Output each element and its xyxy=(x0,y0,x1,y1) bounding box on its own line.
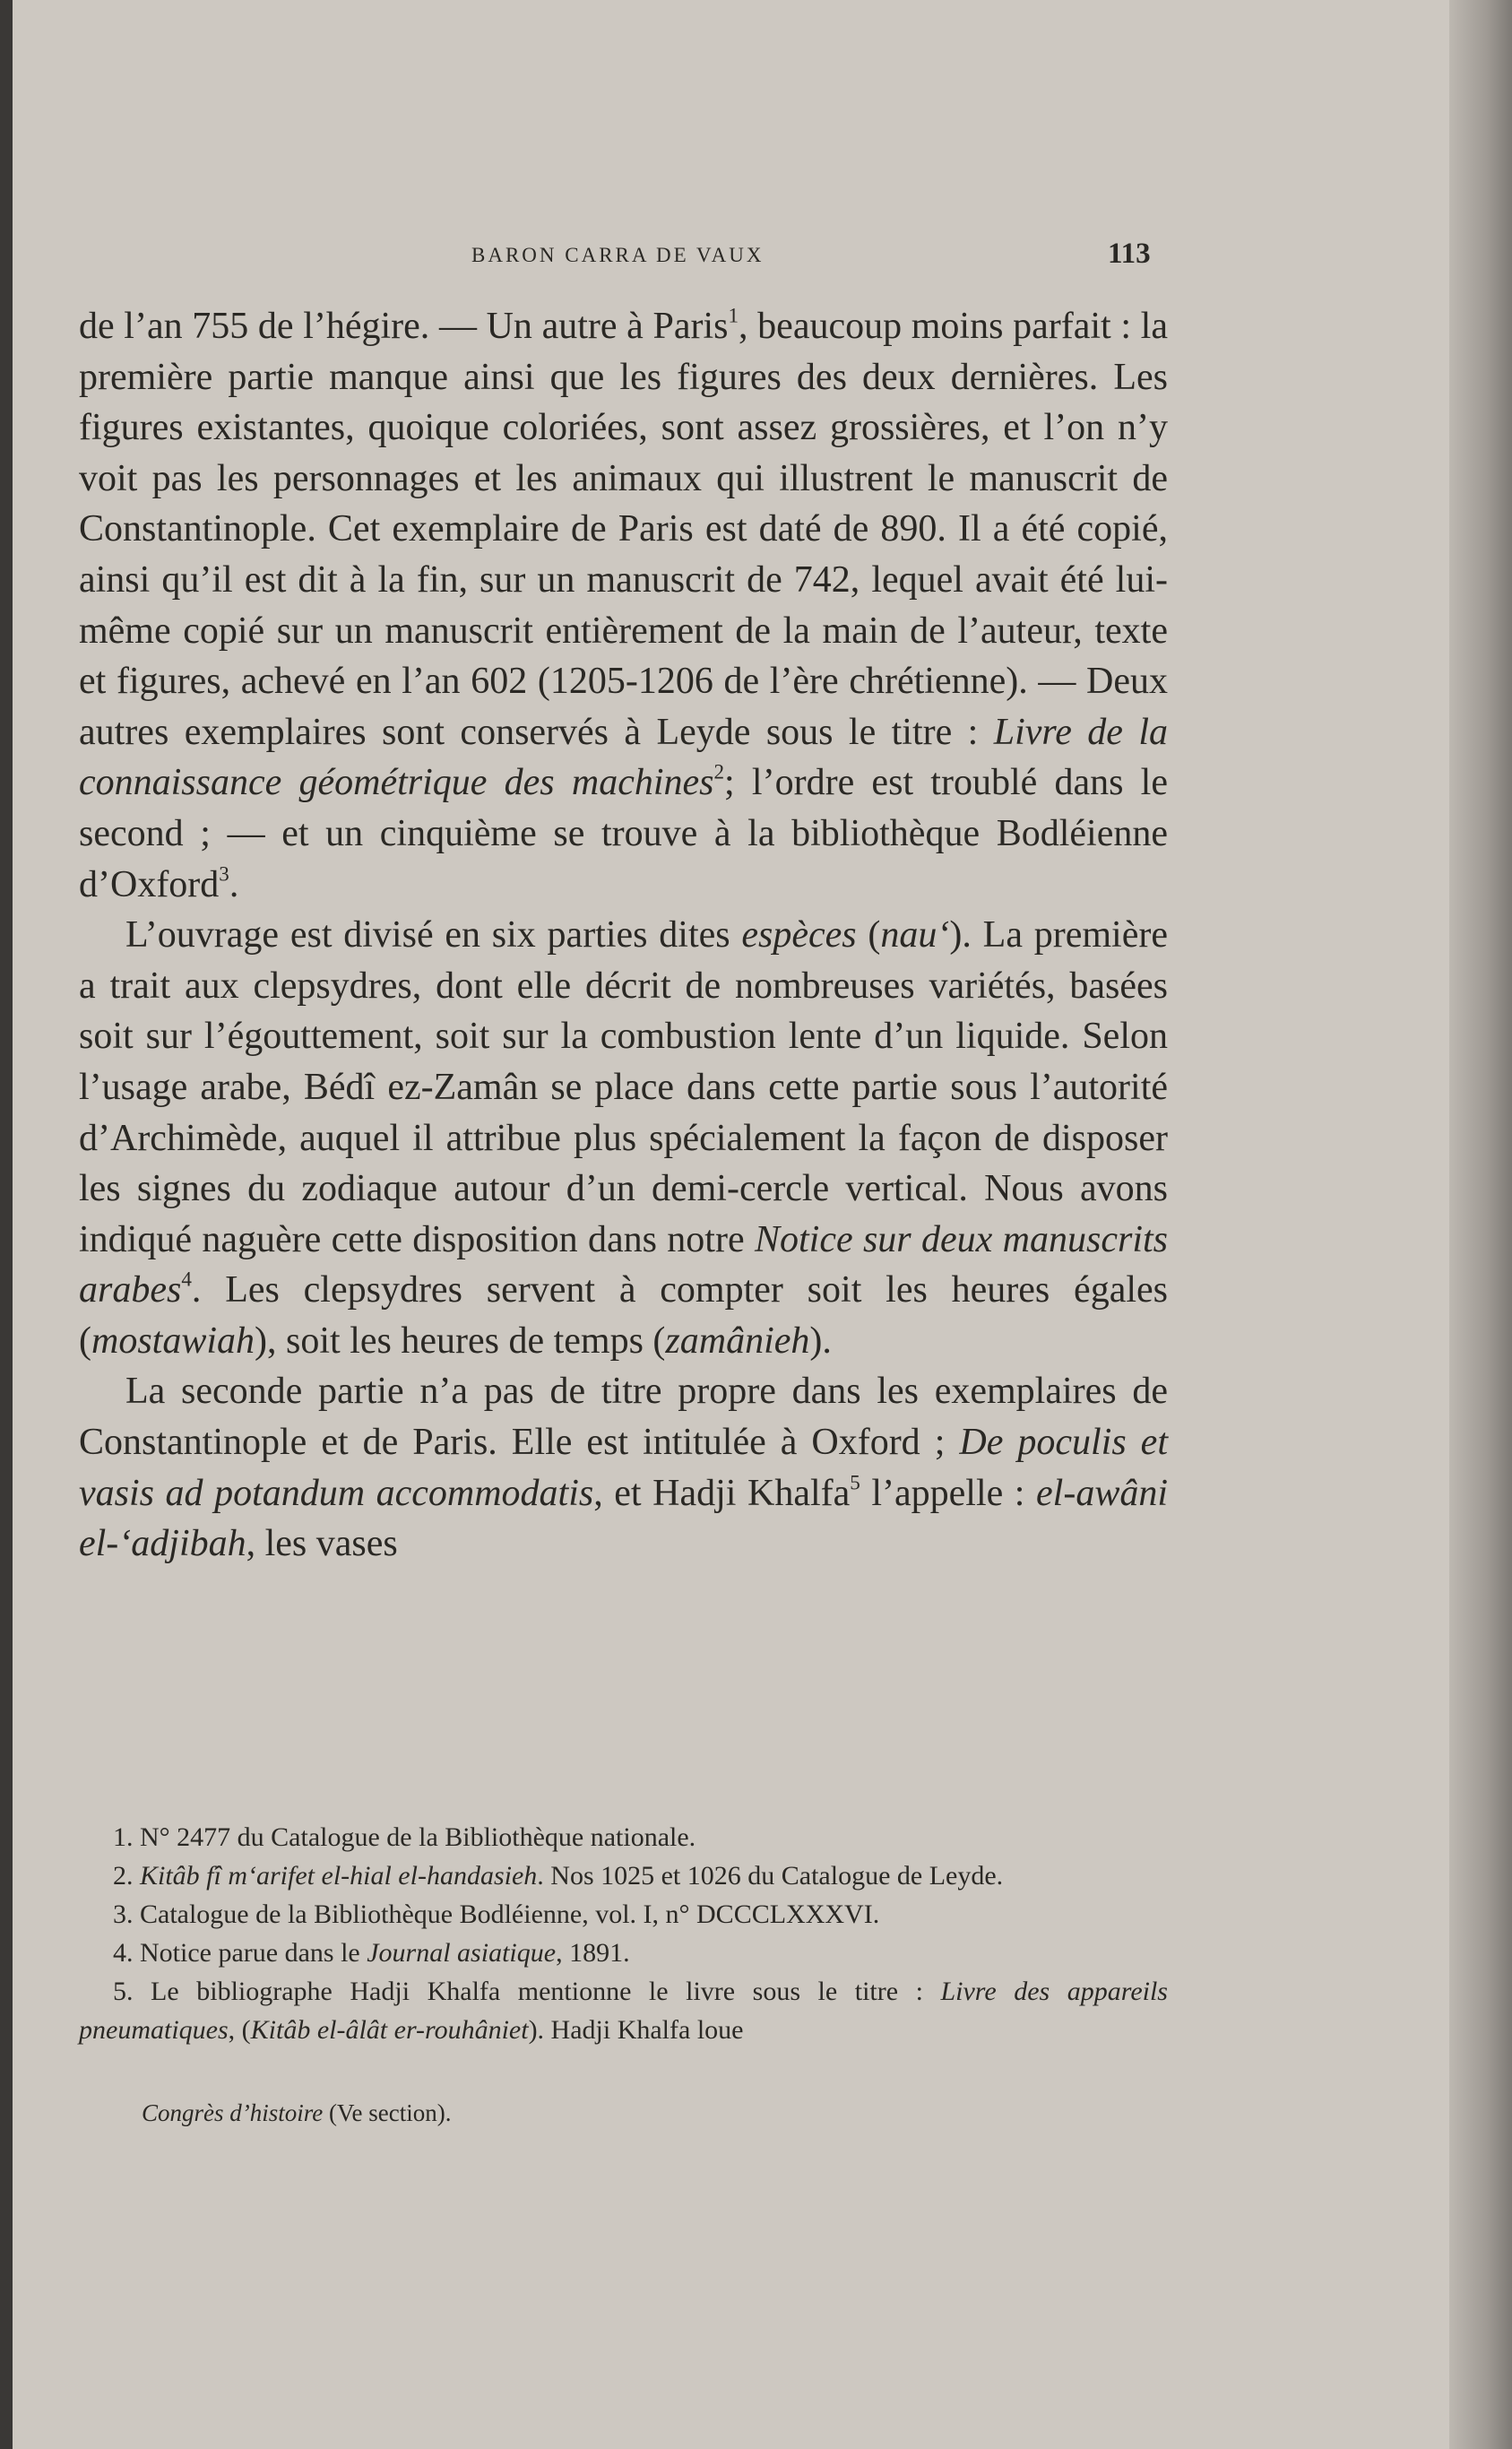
text-run: La seconde partie n’a pas de titre propre dans les exemplaires de Constantinople et de Paris. Elle est intitulée à Oxford ; xyxy=(79,1371,1168,1464)
italic-text: Livre des appareils pneumatiques xyxy=(79,1977,1168,2045)
text-run: 5. Le bibliographe Hadji Khalfa mentionne le livre sous le titre : xyxy=(113,1977,941,2006)
text-run: , 1891. xyxy=(556,1938,630,1968)
text-run: 4. Notice parue dans le xyxy=(113,1938,367,1968)
text-run: ). Hadji Khalfa loue xyxy=(528,2015,744,2045)
italic-text: Kitâb el-âlât er-rouhâniet xyxy=(250,2015,529,2045)
footnote-5 xyxy=(79,1972,1168,2049)
italic-text: De poculis et vasis ad potandum accommodatis xyxy=(79,1422,1168,1514)
text-run: . Les clepsydres servent à compter soit les heures égales ( xyxy=(79,1269,1168,1362)
scan-left-edge xyxy=(0,0,13,2449)
text-run: (Ve section). xyxy=(323,2099,452,2126)
footnote-ref: 3 xyxy=(219,861,229,886)
footnote-ref: 4 xyxy=(181,1267,192,1291)
footnote-3 xyxy=(79,1895,1168,1934)
italic-text: nau‘ xyxy=(880,914,950,956)
italic-text: el-awâni el-‘adjibah xyxy=(79,1472,1168,1565)
running-head: BARON CARRA DE VAUX xyxy=(471,244,765,266)
italic-text: Congrès d’histoire xyxy=(142,2099,324,2126)
text-run: l’appelle : xyxy=(860,1472,1037,1514)
signature-line xyxy=(142,2099,451,2127)
footnote-ref: 2 xyxy=(713,760,725,784)
italic-text: Notice sur deux manuscrits arabes xyxy=(79,1218,1168,1311)
text-run: , les vases xyxy=(246,1523,398,1565)
paragraph-3 xyxy=(79,1366,1168,1569)
book-page xyxy=(13,0,1449,2449)
scan-right-edge xyxy=(1449,0,1512,2449)
text-run: 2. xyxy=(113,1861,140,1891)
italic-text: espèces xyxy=(741,914,857,956)
paragraph-1 xyxy=(79,301,1168,910)
text-run: 1. N° 2477 du Catalogue de la Bibliothèque nationale. xyxy=(113,1822,696,1852)
italic-text: zamânieh xyxy=(665,1320,810,1362)
footnote-ref: 5 xyxy=(850,1470,860,1494)
text-run: de l’an 755 de l’hégire. — Un autre à Paris xyxy=(79,306,729,347)
italic-text: Kitâb fî m‘arifet el-hial el-handasieh xyxy=(140,1861,538,1891)
italic-text: Livre de la connaissance géométrique des machines xyxy=(79,711,1168,804)
text-run: ). La première a trait aux clepsydres, dont elle décrit de nombreuses variétés, basées soit sur l’égouttement, soit sur la combustion lente d’un liquide. Selon l’usage arabe, Bédî ez-Zamân se place dans cette partie sous l’autorité d’Archimède, auquel il attribue plus spécialement la façon de disposer les signes du zodiaque autour d’un demi-cercle vertical. Nous avons indiqué naguère cette disposition dans notre xyxy=(79,914,1168,1260)
text-run: L’ouvrage est divisé en six parties dites xyxy=(125,914,742,956)
text-run: 3. Catalogue de la Bibliothèque Bodléienne, vol. I, n° DCCCLXXXVI. xyxy=(113,1899,880,1929)
text-run: , beaucoup moins parfait : la première partie manque ainsi que les figures des deux dernières. Les figures existantes, quoique coloriées, sont assez grossières, et l’on n’y voit pas les personnages et les animaux qui illustrent le manuscrit de Constantinople. Cet exemplaire de Paris est daté de 890. Il a été copié, ainsi qu’il est dit à la fin, sur un manuscrit de 742, lequel avait été lui-même copié sur un manuscrit entièrement de la main de l’auteur, texte et figures, achevé en l’an 602 (1205-1206 de l’ère chrétienne). — Deux autres exemplaires sont conservés à Leyde sous le titre : xyxy=(79,306,1168,753)
italic-text: Journal asiatique xyxy=(367,1938,557,1968)
body-text xyxy=(79,301,1168,1570)
footnote-4 xyxy=(79,1934,1168,1972)
text-run: ), soit les heures de temps ( xyxy=(255,1320,666,1362)
footnote-ref: 1 xyxy=(728,303,739,327)
paragraph-2 xyxy=(79,910,1168,1366)
text-run: ( xyxy=(856,914,881,956)
italic-text: mostawiah xyxy=(91,1320,255,1362)
page-number: 113 xyxy=(1108,238,1151,270)
text-run: . Nos 1025 et 1026 du Catalogue de Leyde. xyxy=(537,1861,1004,1891)
footnote-1 xyxy=(79,1818,1168,1856)
footnote-2 xyxy=(79,1856,1168,1895)
text-run: , et Hadji Khalfa xyxy=(593,1472,851,1514)
text-run: ). xyxy=(809,1320,832,1362)
text-run: , ( xyxy=(228,2015,251,2045)
text-run: ; l’ordre est troublé dans le second ; — et un cinquième se trouve à la bibliothèque Bodléienne d’Oxford xyxy=(79,762,1168,905)
footnotes xyxy=(79,1818,1168,2049)
text-run: . xyxy=(229,863,239,905)
